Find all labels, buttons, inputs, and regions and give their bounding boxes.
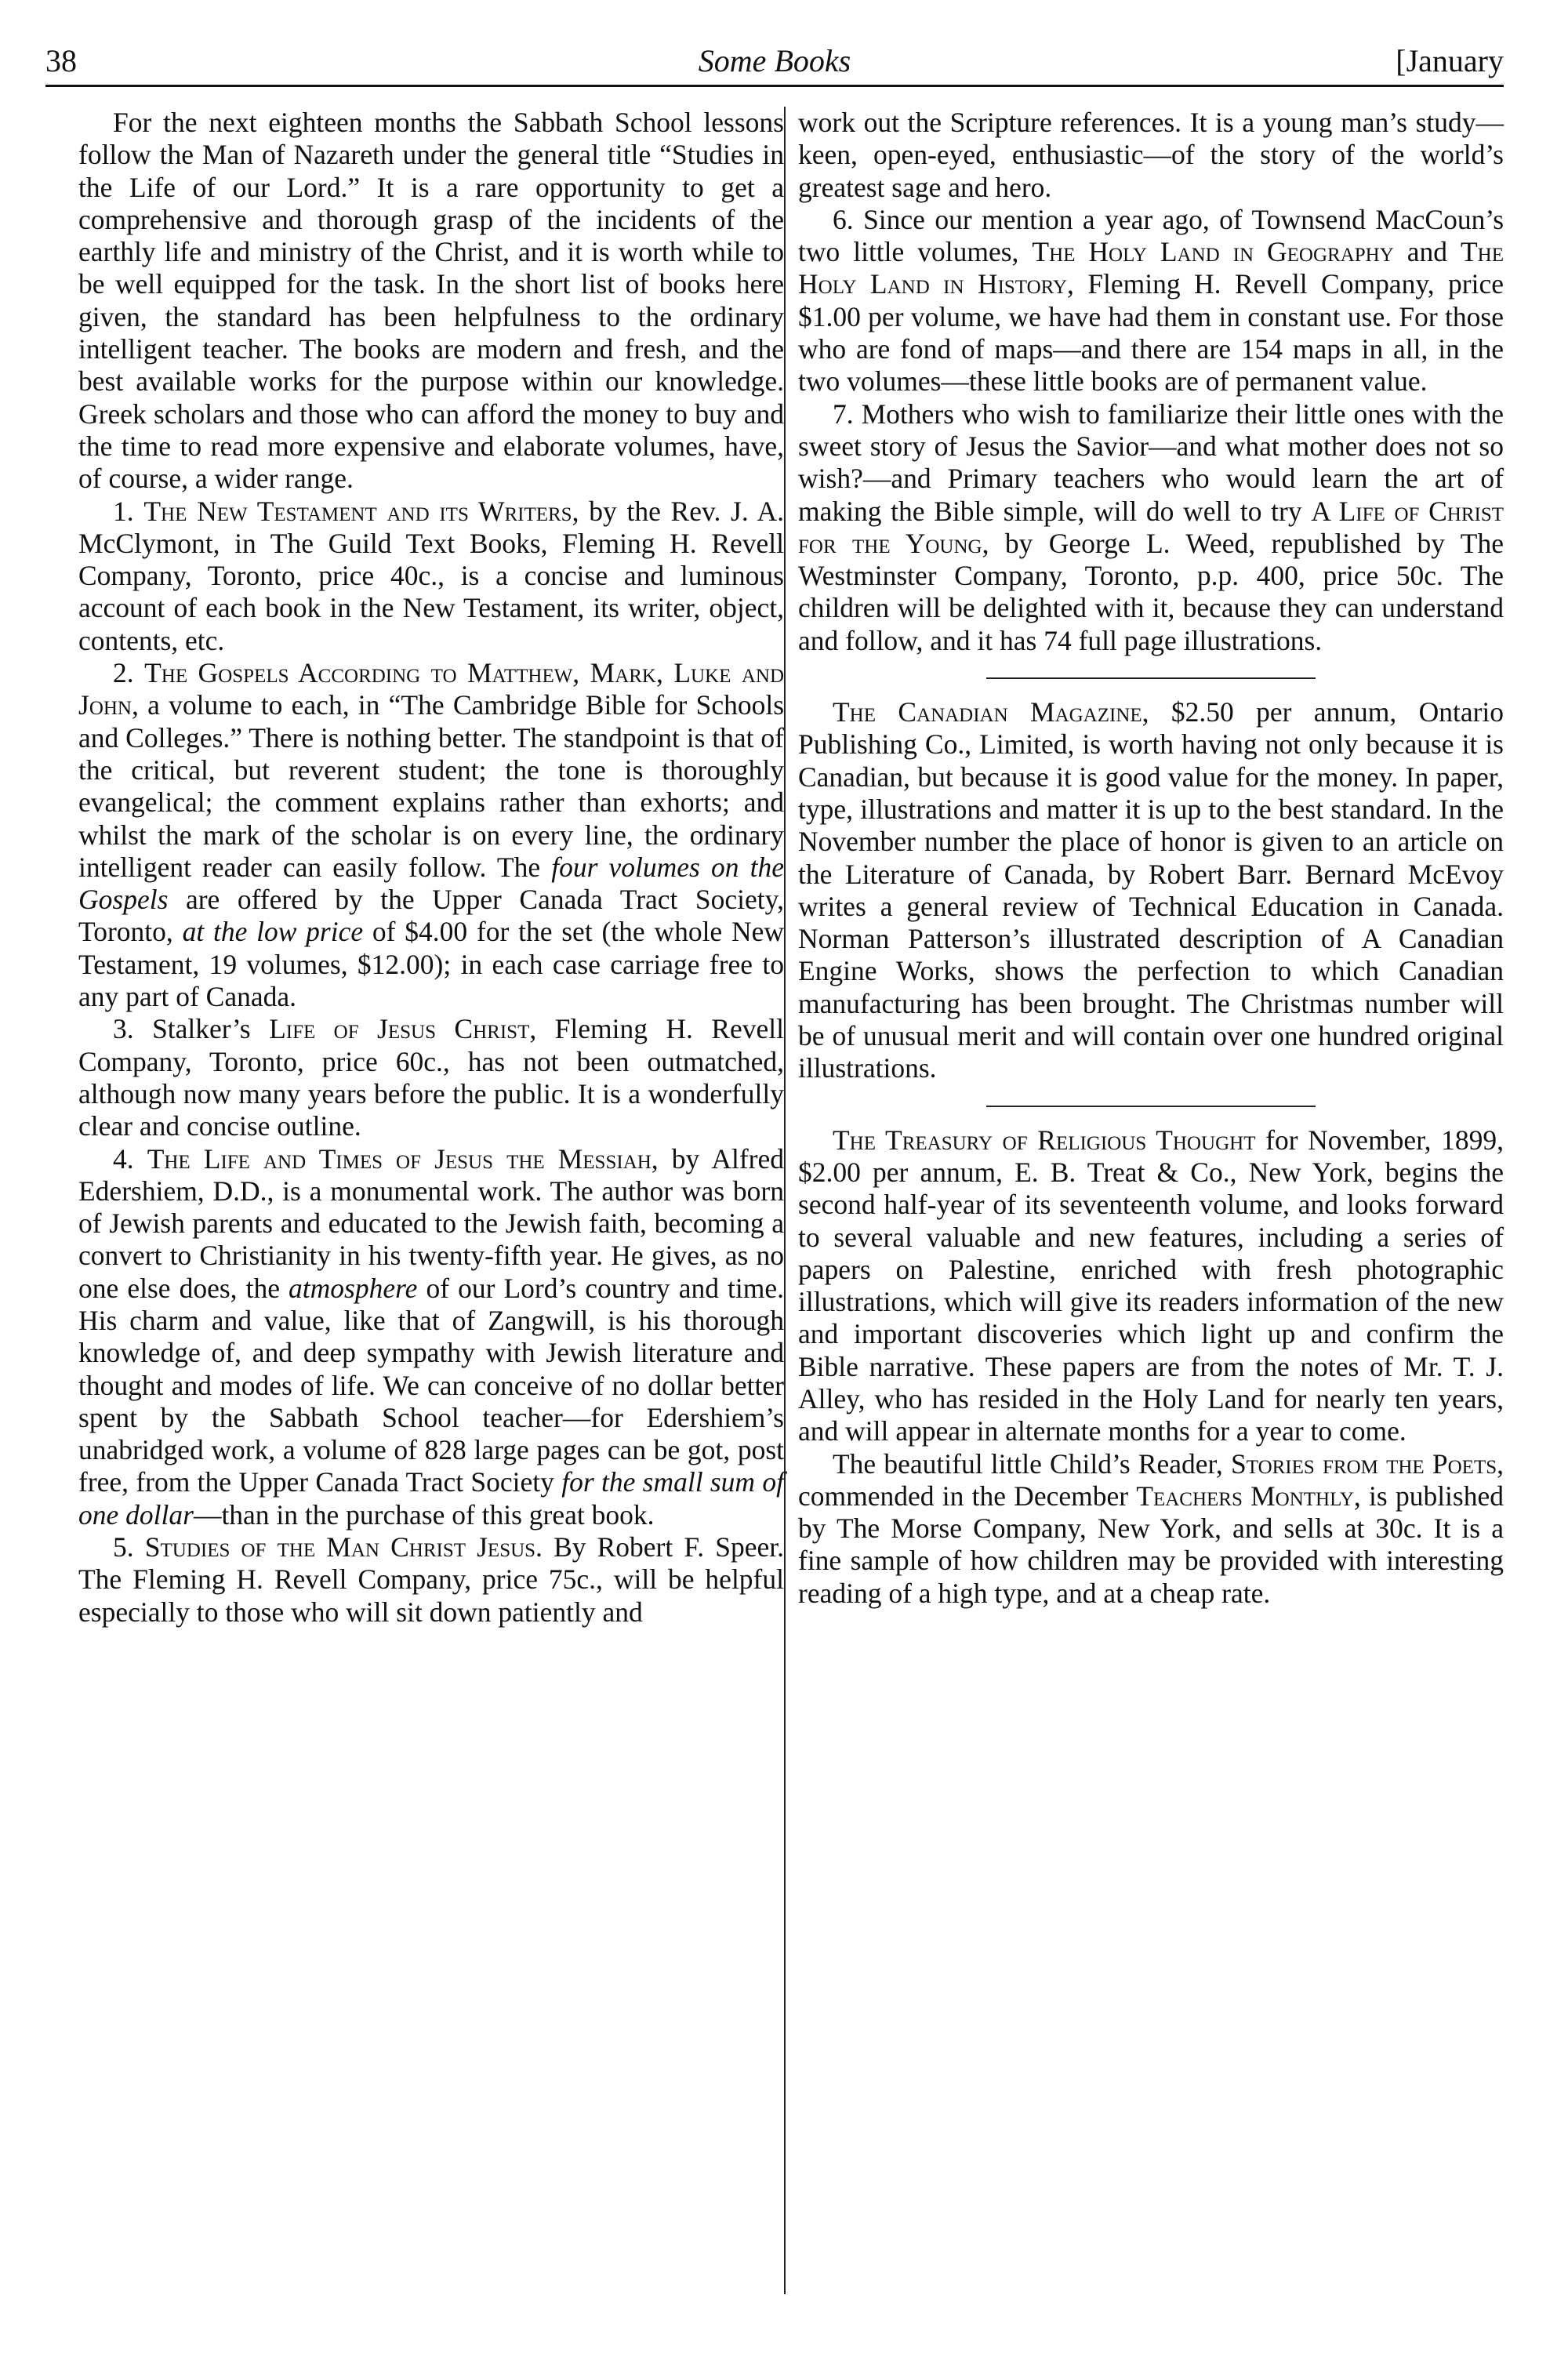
notice-text: for November, 1899, $2.00 per annum, E. B. Treat & Co., New York, begins the second half-year of its seventeenth volume, and looks forward to several valuable and new features, including a series of papers on Palestine, enriched with fresh photographic illustrations, which will give its readers information of the new and important discoveries which light up and confirm the Bible narrative. These papers are from the notes of Mr. T. J. Alley, who has resided in the Holy Land for nearly ten years, and will appear in alternate months for a year to come. <box>798 1124 1504 1447</box>
book-title: A Life of Christ for the Young, <box>798 495 1504 559</box>
entry-number: 3. <box>113 1013 134 1045</box>
section-divider <box>986 1106 1316 1107</box>
entry-number: 1. <box>113 495 134 527</box>
entry-text: of our Lord’s country and time. His charm and value, like that of Zangwill, is his thorough knowledge of, and deep sympathy with Jewish literature and thought and modes of life. We can conceive of no dollar better spent by the Sabbath School teacher—for Edershiem’s unabridged work, a volume of 828 large pages can be got, post free, from the Upper Canada Tract Society <box>78 1272 785 1498</box>
notice-text: $2.50 per annum, Ontario Publishing Co., Limited, is worth having not only because it is Canadian, but because it is good value for the money. In paper, type, illustrations and matter it is up to the best standard. In the November number the place of honor is given to an article on the Literature of Canada, by Robert Barr. Bernard McEvoy writes a general review of Technical Education in Canada. Norman Patterson’s illustrated description of A Canadian Engine Works, shows the perfection to which Canadian manufacturing has been brought. The Christmas number will be of unusual merit and will contain over one hundred original illustrations. <box>798 696 1504 1084</box>
right-column <box>798 107 1504 1610</box>
entry-author: Stalker’s <box>152 1013 251 1045</box>
entry-number: 4. <box>113 1142 134 1175</box>
entry-italic: for the small sum of one dollar <box>78 1466 784 1531</box>
running-month: [January <box>1396 43 1504 78</box>
entry-number: 2. <box>113 657 134 689</box>
entry-number: 7. <box>833 398 854 430</box>
entry-text: Mothers who wish to familiarize their little ones with the sweet story of Jesus the Savior—and what mother does not so wish?—and Primary teachers who would learn the art of making the Bible simple, will do well to try <box>798 398 1504 527</box>
page-number: 38 <box>45 43 77 78</box>
intro-text: For the next eighteen months the Sabbath School lessons follow the Man of Nazareth under the general title “Studies in the Life of our Lord.” It is a rare opportunity to get a comprehensive and thorough grasp of the incidents of the earthly life and ministry of the Christ, and it is worth while to be well equipped for the task. In the short list of books here given, the standard has been helpfulness to the ordinary intelligent teacher. The books are modern and fresh, and the best available works for the purpose within our knowledge. Greek scholars and those who can afford the money to buy and the time to read more expensive and elaborate volumes, have, of course, a wider range. <box>78 107 784 495</box>
entry-text: work out the Scripture references. It is a young man’s study—keen, open-eyed, enthusiastic—of the story of the world’s greatest sage and hero. <box>798 107 1504 203</box>
entry-italic: four volumes on the Gospels <box>78 851 784 916</box>
entry-text: of $4.00 for the set (the whole New Testament, 19 volumes, $12.00); in each case carriage free to any part of Canada. <box>78 916 784 1013</box>
book-title: The New Testament and its Writers, <box>143 495 579 527</box>
book-title: Studies of the Man Christ Jesus. <box>144 1531 543 1563</box>
entry-text: Since our mention a year ago, of Townsend MacCoun’s two little volumes, <box>798 203 1504 268</box>
entry-text: By Robert F. Speer. The Fleming H. Revell Company, price 75c., will be helpful especially to those who will sit down patiently and <box>78 1531 784 1628</box>
entry-text: by the Rev. J. A. McClymont, in The Guild Text Books, Fleming H. Revell Company, Toronto, price 40c., is a concise and luminous account of each book in the New Testament, its writer, object, contents, etc. <box>78 495 785 656</box>
entry-italic: at the low price <box>182 916 364 948</box>
entry-italic: atmosphere <box>289 1272 418 1304</box>
running-head <box>45 38 1504 85</box>
entry-text: a volume to each, in “The Cambridge Bible for Schools and Colleges.” There is nothing better. The standpoint is that of the critical, but reverent student; the tone is thoroughly evangelical; the comment explains rather than exhorts; and whilst the mark of the scholar is on every line, the ordinary intelligent reader can easily follow. The <box>78 689 785 883</box>
notice-text: commended in the December <box>798 1480 1129 1512</box>
column-divider <box>784 107 786 2294</box>
book-entry-1 <box>78 496 784 657</box>
section-divider <box>986 677 1316 679</box>
running-title: Some Books <box>698 43 851 78</box>
book-entry-2 <box>78 657 784 1013</box>
magazine-title: The Canadian Magazine, <box>833 696 1149 728</box>
entry-number: 5. <box>113 1531 134 1563</box>
canadian-magazine-notice <box>798 696 1504 1085</box>
notice-text: is published by The Morse Company, New York, and sells at 30c. It is a fine sample of how children may be provided with interesting reading of a high type, and at a cheap rate. <box>798 1480 1504 1609</box>
book-entry-4 <box>78 1143 784 1532</box>
book-title: The Gospels According to Matthew, Mark, Luke and John, <box>78 657 785 721</box>
entry-text: by Alfred Edershiem, D.D., is a monumental work. The author was born of Jewish parents and educated to the Jewish faith, becoming a convert to Christianity in his twenty-fifth year. He gives, as no one else does, the <box>78 1142 784 1304</box>
book-entry-3 <box>78 1013 784 1142</box>
notice-text: The beautiful little Child’s Reader, <box>833 1447 1223 1480</box>
entry-text: Fleming H. Revell Company, Toronto, price 60c., has not been outmatched, although now many years before the public. It is a wonderfully clear and concise outline. <box>78 1013 785 1142</box>
magazine-title: The Treasury of Religious Thought <box>833 1124 1256 1156</box>
entry-text: by George L. Weed, republished by The Westminster Company, Toronto, p.p. 400, price 50c. The children will be delighted with it, because they can understand and follow, and it has 74 full page illustrations. <box>798 527 1504 656</box>
entry-text: Fleming H. Revell Company, price $1.00 per volume, we have had them in constant use. For those who are fond of maps—and there are 154 maps in all, in the two volumes—these little books are of permanent value. <box>798 268 1504 398</box>
entry-text: are offered by the Upper Canada Tract Society, Toronto, <box>78 884 784 948</box>
treasury-notice <box>798 1124 1504 1448</box>
entry-text: —than in the purchase of this great book. <box>193 1498 655 1531</box>
book-title: Stories from the Poets, <box>1231 1447 1504 1480</box>
book-entry-6 <box>798 204 1504 398</box>
book-title: Life of Jesus Christ, <box>269 1013 537 1045</box>
book-entry-5 <box>78 1531 784 1629</box>
entry-text: and <box>1406 236 1448 268</box>
intro-paragraph <box>78 107 784 496</box>
book-title: The Life and Times of Jesus the Messiah, <box>147 1142 659 1175</box>
book-entry-5-continued <box>798 107 1504 204</box>
entry-number: 6. <box>833 203 854 235</box>
book-title: The Holy Land in Geography <box>1032 236 1394 268</box>
header-rule <box>45 85 1504 87</box>
childs-reader-notice <box>798 1448 1504 1610</box>
book-title: The Holy Land in History, <box>798 236 1504 300</box>
left-column <box>78 107 784 1629</box>
book-entry-7 <box>798 398 1504 657</box>
magazine-title: Teachers Monthly, <box>1136 1480 1361 1512</box>
